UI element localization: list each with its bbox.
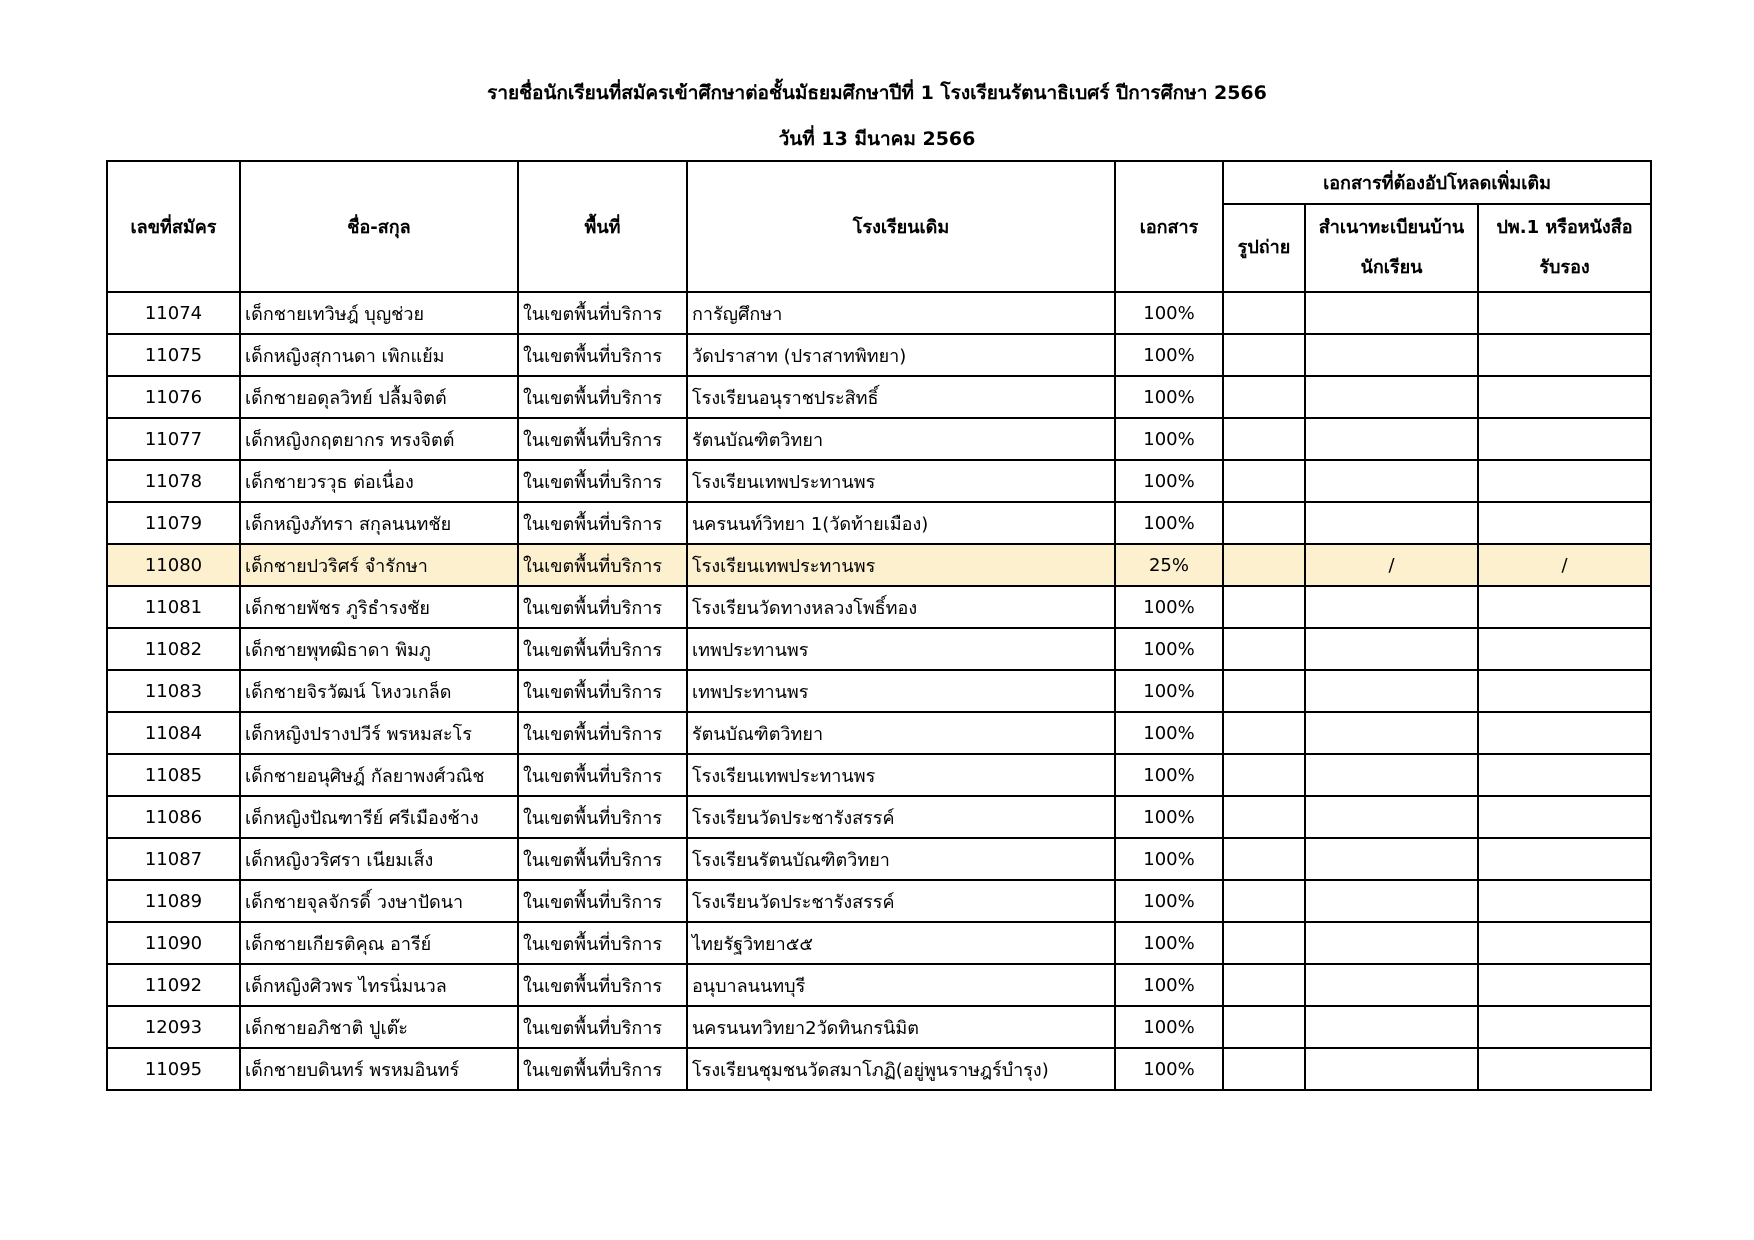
cell-prev-school: รัตนบัณฑิตวิทยา bbox=[687, 418, 1115, 460]
cell-area: ในเขตพื้นที่บริการ bbox=[518, 460, 687, 502]
cell-photo bbox=[1223, 796, 1305, 838]
cell-photo bbox=[1223, 1006, 1305, 1048]
cell-app-no: 11079 bbox=[107, 502, 240, 544]
table-row bbox=[107, 1048, 1651, 1090]
table-row bbox=[107, 838, 1651, 880]
column-header-transcript bbox=[1478, 204, 1651, 292]
cell-app-no: 11077 bbox=[107, 418, 240, 460]
cell-photo bbox=[1223, 964, 1305, 1006]
table-row bbox=[107, 586, 1651, 628]
cell-transcript bbox=[1478, 964, 1651, 1006]
table-row bbox=[107, 712, 1651, 754]
cell-house-reg bbox=[1305, 670, 1478, 712]
cell-name: เด็กหญิงสุกานดา เพิกแย้ม bbox=[240, 334, 518, 376]
cell-photo bbox=[1223, 292, 1305, 334]
table-row bbox=[107, 460, 1651, 502]
table-row bbox=[107, 880, 1651, 922]
cell-documents: 100% bbox=[1115, 754, 1223, 796]
table-row bbox=[107, 670, 1651, 712]
cell-area: ในเขตพื้นที่บริการ bbox=[518, 838, 687, 880]
cell-app-no: 11085 bbox=[107, 754, 240, 796]
cell-transcript bbox=[1478, 586, 1651, 628]
cell-photo bbox=[1223, 1048, 1305, 1090]
cell-transcript bbox=[1478, 1006, 1651, 1048]
cell-house-reg bbox=[1305, 334, 1478, 376]
cell-documents: 100% bbox=[1115, 796, 1223, 838]
cell-house-reg bbox=[1305, 754, 1478, 796]
cell-prev-school: โรงเรียนวัดประชารังสรรค์ bbox=[687, 796, 1115, 838]
cell-area: ในเขตพื้นที่บริการ bbox=[518, 628, 687, 670]
cell-photo bbox=[1223, 712, 1305, 754]
cell-app-no: 11089 bbox=[107, 880, 240, 922]
cell-house-reg bbox=[1305, 1006, 1478, 1048]
column-header-prev-school: โรงเรียนเดิม bbox=[687, 161, 1115, 292]
table-body bbox=[107, 292, 1651, 1090]
column-header-name: ชื่อ-สกุล bbox=[240, 161, 518, 292]
table-header bbox=[107, 161, 1651, 292]
cell-app-no: 11076 bbox=[107, 376, 240, 418]
cell-app-no: 11081 bbox=[107, 586, 240, 628]
cell-transcript bbox=[1478, 670, 1651, 712]
column-header-app-no: เลขที่สมัคร bbox=[107, 161, 240, 292]
cell-photo bbox=[1223, 628, 1305, 670]
cell-prev-school: โรงเรียนเทพประทานพร bbox=[687, 754, 1115, 796]
cell-name: เด็กชายอดุลวิทย์ ปลื้มจิตต์ bbox=[240, 376, 518, 418]
table-row bbox=[107, 502, 1651, 544]
cell-house-reg bbox=[1305, 586, 1478, 628]
cell-prev-school: นครนนท์วิทยา 1(วัดท้ายเมือง) bbox=[687, 502, 1115, 544]
cell-photo bbox=[1223, 334, 1305, 376]
column-group-upload: เอกสารที่ต้องอัปโหลดเพิ่มเติม bbox=[1223, 161, 1651, 204]
cell-documents: 100% bbox=[1115, 334, 1223, 376]
cell-name: เด็กชายเกียรติคุณ อารีย์ bbox=[240, 922, 518, 964]
cell-name: เด็กหญิงปัณฑารีย์ ศรีเมืองช้าง bbox=[240, 796, 518, 838]
cell-area: ในเขตพื้นที่บริการ bbox=[518, 334, 687, 376]
cell-photo bbox=[1223, 376, 1305, 418]
cell-transcript bbox=[1478, 880, 1651, 922]
cell-house-reg bbox=[1305, 460, 1478, 502]
cell-photo bbox=[1223, 544, 1305, 586]
column-header-documents: เอกสาร bbox=[1115, 161, 1223, 292]
cell-prev-school: โรงเรียนชุมชนวัดสมาโภฏิ(อยู่พูนราษฎร์บำรุง) bbox=[687, 1048, 1115, 1090]
cell-documents: 100% bbox=[1115, 1006, 1223, 1048]
cell-name: เด็กหญิงภัทรา สกุลนนทชัย bbox=[240, 502, 518, 544]
cell-app-no: 11075 bbox=[107, 334, 240, 376]
cell-transcript: / bbox=[1478, 544, 1651, 586]
cell-transcript bbox=[1478, 712, 1651, 754]
cell-area: ในเขตพื้นที่บริการ bbox=[518, 418, 687, 460]
applicant-table bbox=[106, 160, 1652, 1091]
cell-prev-school: โรงเรียนเทพประทานพร bbox=[687, 460, 1115, 502]
cell-prev-school: วัดปราสาท (ปราสาทพิทยา) bbox=[687, 334, 1115, 376]
cell-app-no: 11074 bbox=[107, 292, 240, 334]
cell-documents: 100% bbox=[1115, 586, 1223, 628]
transcript-line-1: ปพ.1 หรือหนังสือ bbox=[1496, 217, 1633, 238]
cell-photo bbox=[1223, 418, 1305, 460]
cell-prev-school: เทพประทานพร bbox=[687, 670, 1115, 712]
cell-documents: 100% bbox=[1115, 502, 1223, 544]
cell-transcript bbox=[1478, 628, 1651, 670]
cell-name: เด็กชายอนุศิษฎ์ กัลยาพงศ์วณิช bbox=[240, 754, 518, 796]
cell-name: เด็กชายบดินทร์ พรหมอินทร์ bbox=[240, 1048, 518, 1090]
cell-house-reg bbox=[1305, 376, 1478, 418]
cell-transcript bbox=[1478, 796, 1651, 838]
cell-app-no: 11086 bbox=[107, 796, 240, 838]
cell-house-reg bbox=[1305, 796, 1478, 838]
cell-app-no: 11095 bbox=[107, 1048, 240, 1090]
transcript-line-2: รับรอง bbox=[1539, 257, 1590, 278]
table-row bbox=[107, 544, 1651, 586]
table-row bbox=[107, 922, 1651, 964]
cell-app-no: 11084 bbox=[107, 712, 240, 754]
table-row bbox=[107, 376, 1651, 418]
cell-app-no: 11090 bbox=[107, 922, 240, 964]
cell-app-no: 11080 bbox=[107, 544, 240, 586]
cell-photo bbox=[1223, 754, 1305, 796]
cell-name: เด็กชายจิรวัฒน์ โหงวเกล็ด bbox=[240, 670, 518, 712]
cell-documents: 100% bbox=[1115, 460, 1223, 502]
table-row bbox=[107, 1006, 1651, 1048]
cell-documents: 100% bbox=[1115, 964, 1223, 1006]
cell-area: ในเขตพื้นที่บริการ bbox=[518, 292, 687, 334]
cell-transcript bbox=[1478, 460, 1651, 502]
cell-photo bbox=[1223, 838, 1305, 880]
cell-prev-school: รัตนบัณฑิตวิทยา bbox=[687, 712, 1115, 754]
cell-app-no: 11087 bbox=[107, 838, 240, 880]
house-reg-line-1: สำเนาทะเบียนบ้าน bbox=[1318, 217, 1465, 238]
cell-app-no: 11082 bbox=[107, 628, 240, 670]
cell-app-no: 12093 bbox=[107, 1006, 240, 1048]
cell-transcript bbox=[1478, 292, 1651, 334]
cell-documents: 100% bbox=[1115, 376, 1223, 418]
table-row bbox=[107, 754, 1651, 796]
cell-area: ในเขตพื้นที่บริการ bbox=[518, 670, 687, 712]
cell-app-no: 11092 bbox=[107, 964, 240, 1006]
cell-area: ในเขตพื้นที่บริการ bbox=[518, 880, 687, 922]
cell-documents: 100% bbox=[1115, 628, 1223, 670]
cell-prev-school: ไทยรัฐวิทยา๕๕ bbox=[687, 922, 1115, 964]
cell-prev-school: โรงเรียนรัตนบัณฑิตวิทยา bbox=[687, 838, 1115, 880]
cell-area: ในเขตพื้นที่บริการ bbox=[518, 712, 687, 754]
cell-prev-school: อนุบาลนนทบุรี bbox=[687, 964, 1115, 1006]
cell-photo bbox=[1223, 460, 1305, 502]
cell-prev-school: การัญศึกษา bbox=[687, 292, 1115, 334]
cell-documents: 100% bbox=[1115, 1048, 1223, 1090]
cell-prev-school: โรงเรียนเทพประทานพร bbox=[687, 544, 1115, 586]
cell-prev-school: โรงเรียนวัดประชารังสรรค์ bbox=[687, 880, 1115, 922]
table-row bbox=[107, 628, 1651, 670]
table-row bbox=[107, 334, 1651, 376]
cell-area: ในเขตพื้นที่บริการ bbox=[518, 922, 687, 964]
cell-documents: 100% bbox=[1115, 922, 1223, 964]
cell-area: ในเขตพื้นที่บริการ bbox=[518, 1006, 687, 1048]
cell-house-reg bbox=[1305, 628, 1478, 670]
cell-transcript bbox=[1478, 376, 1651, 418]
cell-prev-school: เทพประทานพร bbox=[687, 628, 1115, 670]
cell-name: เด็กชายปวริศร์ จำรักษา bbox=[240, 544, 518, 586]
cell-photo bbox=[1223, 586, 1305, 628]
table-row bbox=[107, 796, 1651, 838]
cell-area: ในเขตพื้นที่บริการ bbox=[518, 796, 687, 838]
cell-documents: 100% bbox=[1115, 418, 1223, 460]
table-row bbox=[107, 964, 1651, 1006]
cell-house-reg bbox=[1305, 292, 1478, 334]
column-header-house-reg bbox=[1305, 204, 1478, 292]
cell-name: เด็กชายพัชร ภูริธำรงชัย bbox=[240, 586, 518, 628]
cell-transcript bbox=[1478, 838, 1651, 880]
cell-name: เด็กหญิงศิวพร ไทรนิ่มนวล bbox=[240, 964, 518, 1006]
cell-house-reg bbox=[1305, 418, 1478, 460]
cell-transcript bbox=[1478, 334, 1651, 376]
cell-documents: 25% bbox=[1115, 544, 1223, 586]
cell-photo bbox=[1223, 922, 1305, 964]
house-reg-line-2: นักเรียน bbox=[1360, 257, 1423, 278]
cell-transcript bbox=[1478, 418, 1651, 460]
cell-area: ในเขตพื้นที่บริการ bbox=[518, 502, 687, 544]
cell-name: เด็กหญิงปรางปวีร์ พรหมสะโร bbox=[240, 712, 518, 754]
cell-documents: 100% bbox=[1115, 670, 1223, 712]
cell-area: ในเขตพื้นที่บริการ bbox=[518, 586, 687, 628]
cell-area: ในเขตพื้นที่บริการ bbox=[518, 544, 687, 586]
cell-name: เด็กชายจุลจักรดิ์ วงษาปัดนา bbox=[240, 880, 518, 922]
cell-photo bbox=[1223, 880, 1305, 922]
cell-name: เด็กหญิงกฤตยากร ทรงจิตต์ bbox=[240, 418, 518, 460]
page-date: วันที่ 13 มีนาคม 2566 bbox=[778, 128, 976, 150]
cell-documents: 100% bbox=[1115, 838, 1223, 880]
column-header-photo: รูปถ่าย bbox=[1223, 204, 1305, 292]
cell-house-reg bbox=[1305, 838, 1478, 880]
cell-house-reg: / bbox=[1305, 544, 1478, 586]
cell-name: เด็กชายอภิชาติ ปูเต๊ะ bbox=[240, 1006, 518, 1048]
cell-area: ในเขตพื้นที่บริการ bbox=[518, 1048, 687, 1090]
cell-documents: 100% bbox=[1115, 292, 1223, 334]
cell-app-no: 11078 bbox=[107, 460, 240, 502]
cell-house-reg bbox=[1305, 502, 1478, 544]
cell-photo bbox=[1223, 502, 1305, 544]
cell-transcript bbox=[1478, 754, 1651, 796]
cell-name: เด็กชายพุทฒิธาดา พิมภู bbox=[240, 628, 518, 670]
cell-prev-school: โรงเรียนวัดทางหลวงโพธิ์ทอง bbox=[687, 586, 1115, 628]
cell-transcript bbox=[1478, 1048, 1651, 1090]
page-title: รายชื่อนักเรียนที่สมัครเข้าศึกษาต่อชั้นมัธยมศึกษาปีที่ 1 โรงเรียนรัตนาธิเบศร์ ปีการศึกษา 2566 bbox=[487, 82, 1267, 104]
cell-area: ในเขตพื้นที่บริการ bbox=[518, 964, 687, 1006]
cell-photo bbox=[1223, 670, 1305, 712]
table-row bbox=[107, 418, 1651, 460]
cell-house-reg bbox=[1305, 922, 1478, 964]
cell-transcript bbox=[1478, 922, 1651, 964]
cell-name: เด็กชายเทวิษฎ์ บุญช่วย bbox=[240, 292, 518, 334]
cell-documents: 100% bbox=[1115, 880, 1223, 922]
cell-name: เด็กหญิงวริศรา เนียมเส็ง bbox=[240, 838, 518, 880]
cell-documents: 100% bbox=[1115, 712, 1223, 754]
cell-area: ในเขตพื้นที่บริการ bbox=[518, 376, 687, 418]
cell-house-reg bbox=[1305, 1048, 1478, 1090]
cell-prev-school: โรงเรียนอนุราชประสิทธิ์ bbox=[687, 376, 1115, 418]
cell-prev-school: นครนนทวิทยา2วัดทินกรนิมิต bbox=[687, 1006, 1115, 1048]
cell-house-reg bbox=[1305, 964, 1478, 1006]
cell-house-reg bbox=[1305, 712, 1478, 754]
cell-house-reg bbox=[1305, 880, 1478, 922]
cell-transcript bbox=[1478, 502, 1651, 544]
table-row bbox=[107, 292, 1651, 334]
cell-name: เด็กชายวรวุธ ต่อเนื่อง bbox=[240, 460, 518, 502]
cell-area: ในเขตพื้นที่บริการ bbox=[518, 754, 687, 796]
column-header-area: พื้นที่ bbox=[518, 161, 687, 292]
cell-app-no: 11083 bbox=[107, 670, 240, 712]
